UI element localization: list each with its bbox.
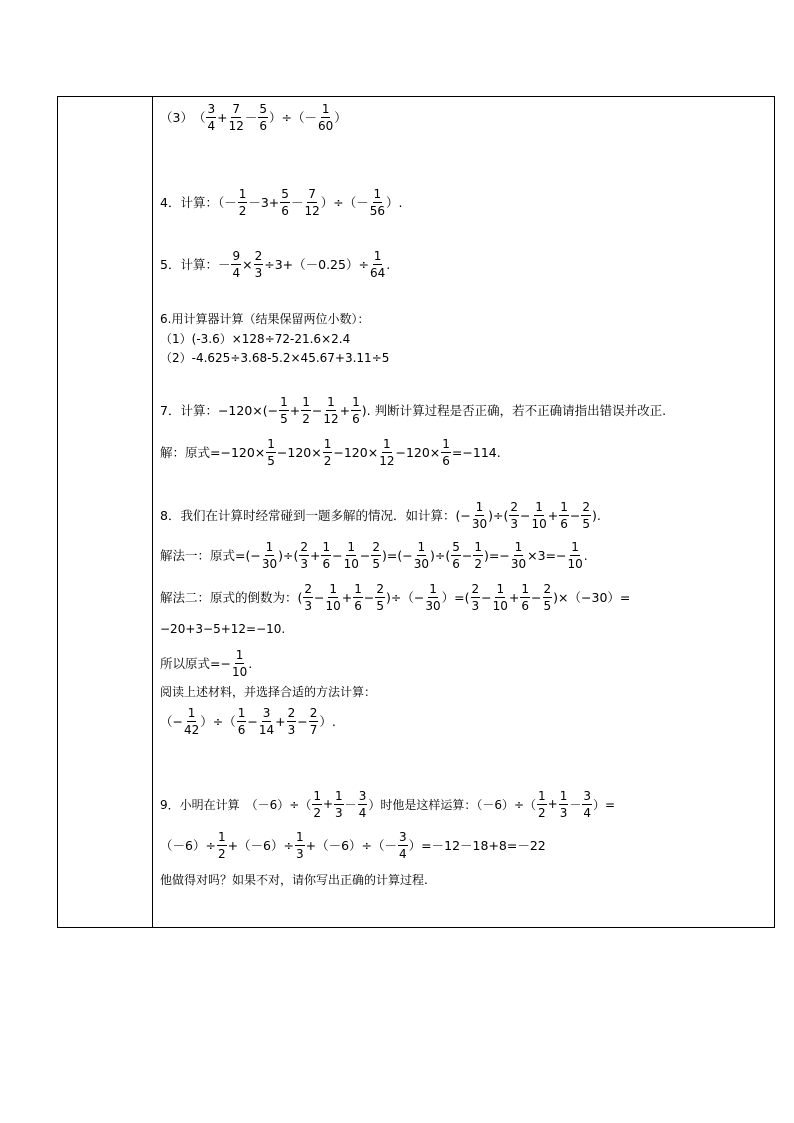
operator: )=(−	[382, 547, 413, 563]
fraction	[206, 103, 216, 132]
fraction	[567, 541, 582, 570]
numerator: 1	[280, 394, 288, 409]
denominator: 6	[354, 598, 362, 613]
operator: −120×	[333, 444, 379, 460]
problem-8-label: 8．我们在计算时经常碰到一题多解的情况．如计算：(−	[160, 508, 471, 523]
numerator: 1	[302, 394, 310, 409]
fraction	[543, 583, 553, 612]
operator: +（－6）÷（－	[305, 838, 398, 853]
denominator: 64	[369, 265, 386, 280]
operator: −120×	[395, 444, 441, 460]
numerator: 1	[496, 581, 505, 596]
denominator: 3	[295, 846, 304, 861]
numerator: 1	[475, 499, 484, 514]
problem-6-part-1: （1）(-3.6）×128÷72-21.6×2.4	[160, 331, 351, 346]
fraction	[217, 831, 227, 860]
denominator: 10	[343, 556, 359, 571]
method-2-label: 解法二：原式的倒数为：(	[160, 590, 303, 605]
operator: )÷（−	[386, 590, 425, 605]
operator: ÷3+（－0.25）÷	[264, 257, 369, 272]
problem-4-label: 4．计算：（－	[160, 195, 237, 210]
denominator: 6	[452, 556, 460, 571]
numerator: 1	[321, 101, 330, 116]
operator: －	[244, 110, 258, 125]
numerator: 2	[510, 499, 518, 514]
fraction	[581, 501, 591, 530]
problem-5	[160, 247, 390, 281]
denominator: 6	[281, 203, 289, 218]
fraction	[472, 501, 487, 530]
problem-8	[160, 498, 601, 532]
fraction	[509, 501, 519, 530]
problem-7-solution	[160, 435, 501, 469]
numerator: 1	[373, 248, 382, 263]
denominator: 4	[358, 805, 367, 820]
denominator: 6	[521, 598, 530, 613]
denominator: 3	[254, 265, 263, 280]
punctuation: .	[583, 547, 588, 563]
denominator: 6	[237, 722, 246, 737]
problem-8-method-2	[160, 580, 630, 614]
problem-9-question: 他做得对吗？如果不对，请你写出正确的计算过程.	[160, 872, 428, 887]
operator: +	[341, 589, 353, 605]
problem-7-instruction: ). 判断计算过程是否正确，若不正确请指出错误并改正.	[361, 403, 667, 418]
fraction	[295, 831, 305, 860]
problem-4	[160, 185, 402, 219]
denominator: 3	[335, 805, 343, 820]
operator: ×3=−	[527, 547, 567, 563]
denominator: 3	[300, 556, 308, 571]
left-column-cell	[58, 97, 153, 927]
denominator: 5	[582, 516, 590, 531]
fraction	[303, 583, 313, 612]
operator: −	[247, 713, 258, 729]
numerator: 1	[295, 829, 304, 844]
numerator: 5	[259, 101, 268, 116]
problem-3-label: （3）	[160, 110, 193, 125]
numerator: 3	[262, 705, 271, 720]
paren: ).	[591, 507, 601, 523]
denominator: 12	[304, 203, 320, 218]
fraction	[473, 541, 483, 570]
numerator: 2	[372, 539, 380, 554]
fraction	[237, 707, 247, 736]
fraction	[471, 583, 481, 612]
denominator: 2	[302, 411, 310, 426]
operator: ×	[242, 256, 253, 272]
denominator: 60	[318, 118, 334, 133]
fraction	[229, 103, 244, 132]
operator: +	[547, 507, 559, 523]
fraction	[304, 188, 319, 217]
denominator: 10	[567, 556, 583, 571]
worksheet-table	[57, 96, 775, 928]
fraction	[493, 583, 508, 612]
denominator: 56	[369, 203, 385, 218]
denominator: 30	[471, 516, 488, 531]
denominator: 6	[322, 556, 331, 571]
numerator: 1	[335, 788, 343, 803]
content-cell	[160, 97, 768, 927]
denominator: 6	[442, 453, 450, 468]
fraction	[318, 103, 333, 132]
denominator: 4	[232, 265, 241, 280]
paren: ）	[334, 110, 347, 125]
fraction	[353, 583, 363, 612]
numerator: 1	[267, 436, 275, 451]
fraction	[441, 438, 451, 467]
denominator: 6	[259, 118, 268, 133]
fraction	[531, 501, 546, 530]
denominator: 5	[376, 598, 385, 613]
denominator: 5	[280, 411, 288, 426]
operator: )÷(	[429, 547, 451, 563]
numerator: 1	[323, 436, 332, 451]
numerator: 1	[559, 788, 568, 803]
fraction	[375, 583, 385, 612]
denominator: 7	[309, 722, 318, 737]
fraction	[309, 707, 319, 736]
numerator: 1	[217, 829, 226, 844]
fraction	[582, 790, 592, 819]
numerator: 7	[232, 101, 241, 116]
fraction	[334, 790, 344, 819]
denominator: 12	[228, 118, 244, 133]
numerator: 9	[232, 248, 241, 263]
operator: +	[339, 402, 351, 418]
numerator: 1	[352, 394, 360, 409]
fraction	[299, 541, 309, 570]
operator: +（－6）÷	[227, 838, 294, 853]
fraction	[238, 188, 248, 217]
fraction	[370, 250, 385, 279]
fraction	[559, 790, 569, 819]
fraction	[344, 541, 359, 570]
operator: )=−	[483, 547, 510, 563]
numerator: 1	[521, 581, 530, 596]
numerator: 1	[322, 539, 331, 554]
fraction	[425, 583, 440, 612]
numerator: 2	[543, 581, 552, 596]
fraction	[262, 541, 277, 570]
fraction	[287, 707, 297, 736]
operator: ）时他是这样运算：（－6）÷（	[368, 797, 537, 812]
problem-7	[160, 393, 666, 427]
denominator: 10	[492, 598, 508, 613]
denominator: 30	[425, 598, 441, 613]
numerator: 1	[235, 647, 244, 662]
problem-9	[160, 787, 615, 821]
denominator: 3	[287, 722, 296, 737]
operator: －3+	[248, 195, 280, 210]
numerator: 2	[287, 705, 296, 720]
operator: −	[311, 402, 323, 418]
numerator: 1	[417, 539, 426, 554]
denominator: 3	[471, 598, 480, 613]
result: =−114.	[451, 444, 501, 460]
numerator: 5	[452, 539, 460, 554]
denominator: 30	[261, 556, 278, 571]
paren: ）.	[319, 714, 336, 729]
operator: －	[569, 797, 582, 812]
numerator: 1	[265, 539, 274, 554]
fraction	[326, 583, 341, 612]
denominator: 2	[474, 556, 482, 571]
denominator: 6	[560, 516, 568, 531]
numerator: 1	[535, 499, 543, 514]
denominator: 2	[217, 846, 226, 861]
problem-7-label: 7．计算：−120×(−	[160, 403, 279, 418]
denominator: 2	[323, 453, 332, 468]
problem-9-label: 9．小明在计算 （－6）÷（	[160, 797, 312, 812]
operator: −	[519, 507, 531, 523]
fraction	[398, 831, 408, 860]
denominator: 2	[538, 805, 546, 820]
denominator: 30	[413, 556, 429, 571]
numerator: 5	[281, 186, 289, 201]
fraction	[358, 790, 368, 819]
paren: （−	[160, 714, 183, 729]
method-1-label: 解法一：原式=(−	[160, 548, 261, 563]
denominator: 14	[258, 722, 275, 737]
punctuation: .	[248, 655, 253, 671]
numerator: 2	[254, 248, 263, 263]
fraction	[184, 707, 199, 736]
denominator: 10	[325, 598, 341, 613]
paren: （	[192, 110, 206, 125]
numerator: 1	[238, 186, 247, 201]
problem-8-method-2-line-2: −20+3−5+12=−10.	[160, 622, 286, 636]
operator: )÷(	[278, 547, 299, 563]
problem-6-title: 6.用计算器计算（结果保留两位小数）：	[160, 311, 370, 326]
numerator: 1	[429, 581, 437, 596]
numerator: 1	[329, 581, 337, 596]
problem-3	[160, 100, 347, 134]
fraction	[323, 438, 333, 467]
operator: −	[531, 589, 542, 605]
operator: －	[290, 195, 304, 210]
numerator: 3	[358, 788, 367, 803]
operator: +	[309, 547, 321, 563]
denominator: 30	[510, 556, 527, 571]
operator: +	[217, 109, 228, 125]
fraction	[537, 790, 547, 819]
operator: −	[314, 589, 325, 605]
fraction	[370, 188, 385, 217]
numerator: 3	[583, 788, 592, 803]
numerator: 1	[354, 581, 362, 596]
fraction	[266, 438, 276, 467]
numerator: 1	[187, 705, 196, 720]
numerator: 1	[347, 539, 356, 554]
fraction	[520, 583, 530, 612]
numerator: 1	[474, 539, 482, 554]
problem-5-label: 5．计算：－	[160, 257, 231, 272]
denominator: 12	[323, 411, 339, 426]
numerator: 2	[304, 581, 313, 596]
denominator: 10	[531, 516, 547, 531]
problem-8-read: 阅读上述材料，并选择合适的方法计算：	[160, 684, 377, 699]
fraction	[254, 250, 264, 279]
numerator: 1	[442, 436, 450, 451]
denominator: 3	[559, 805, 568, 820]
numerator: 2	[376, 581, 385, 596]
fraction	[231, 250, 241, 279]
operator: （－6）÷	[160, 838, 216, 853]
so-label: 所以原式=−	[160, 656, 231, 671]
operator: +	[289, 402, 301, 418]
fraction	[371, 541, 381, 570]
numerator: 1	[373, 186, 382, 201]
operator: −	[569, 507, 581, 523]
denominator: 4	[399, 846, 407, 861]
problem-6-part-2: （2）-4.625÷3.68-5.2×45.67+3.11÷5	[160, 350, 390, 365]
operator: −	[363, 589, 375, 605]
fraction	[559, 501, 569, 530]
denominator: 5	[543, 598, 552, 613]
numerator: 1	[538, 788, 546, 803]
fraction	[379, 438, 394, 467]
fraction	[259, 707, 274, 736]
fraction	[414, 541, 429, 570]
numerator: 3	[399, 829, 407, 844]
denominator: 2	[313, 805, 321, 820]
denominator: 5	[267, 453, 275, 468]
paren: ）.	[386, 195, 403, 210]
denominator: 6	[352, 411, 360, 426]
operator: ）÷（－	[269, 110, 318, 125]
operator: )÷(	[488, 507, 509, 523]
result: ）=－12－18+8=－22	[408, 838, 546, 853]
operator: +	[275, 713, 286, 729]
fraction	[312, 790, 322, 819]
problem-8-so	[160, 646, 252, 680]
numerator: 1	[514, 539, 523, 554]
operator: −	[332, 547, 343, 563]
numerator: 1	[560, 499, 568, 514]
fraction	[321, 541, 331, 570]
numerator: 1	[383, 436, 391, 451]
fraction	[451, 541, 461, 570]
numerator: 2	[471, 581, 480, 596]
operator: +	[547, 797, 558, 811]
operator: −	[481, 589, 492, 605]
denominator: 10	[231, 664, 248, 679]
fraction	[351, 396, 361, 425]
denominator: 12	[379, 453, 395, 468]
operator: ）÷（	[200, 714, 236, 729]
denominator: 4	[207, 118, 216, 133]
fraction	[280, 188, 290, 217]
operator: ）=	[593, 797, 616, 812]
numerator: 1	[237, 705, 246, 720]
numerator: 2	[582, 499, 590, 514]
operator: +	[322, 797, 334, 811]
operator: −120×	[276, 444, 322, 460]
denominator: 2	[238, 203, 247, 218]
denominator: 5	[372, 556, 380, 571]
denominator: 4	[583, 805, 592, 820]
operator: ）=(	[441, 590, 470, 605]
numerator: 1	[327, 394, 335, 409]
punctuation: .	[386, 256, 391, 272]
solution-label: 解：原式=−120×	[160, 445, 266, 460]
fraction	[232, 649, 247, 678]
numerator: 2	[300, 539, 308, 554]
numerator: 2	[309, 705, 318, 720]
operator: −	[297, 713, 308, 729]
denominator: 42	[183, 722, 200, 737]
denominator: 3	[510, 516, 518, 531]
numerator: 3	[207, 101, 216, 116]
fraction	[258, 103, 268, 132]
operator: )×（−30）=	[553, 590, 631, 605]
problem-8-method-1	[160, 538, 588, 572]
numerator: 1	[313, 788, 321, 803]
problem-9-line-2	[160, 828, 546, 862]
numerator: 1	[571, 539, 579, 554]
operator: +	[508, 589, 520, 605]
fraction	[511, 541, 526, 570]
operator: ）÷（－	[320, 195, 369, 210]
operator: −	[461, 547, 473, 563]
operator: −	[359, 547, 371, 563]
operator: －	[344, 797, 357, 812]
fraction	[301, 396, 311, 425]
fraction	[323, 396, 338, 425]
denominator: 3	[304, 598, 313, 613]
numerator: 7	[308, 186, 316, 201]
fraction	[279, 396, 289, 425]
problem-8-question	[160, 704, 336, 738]
